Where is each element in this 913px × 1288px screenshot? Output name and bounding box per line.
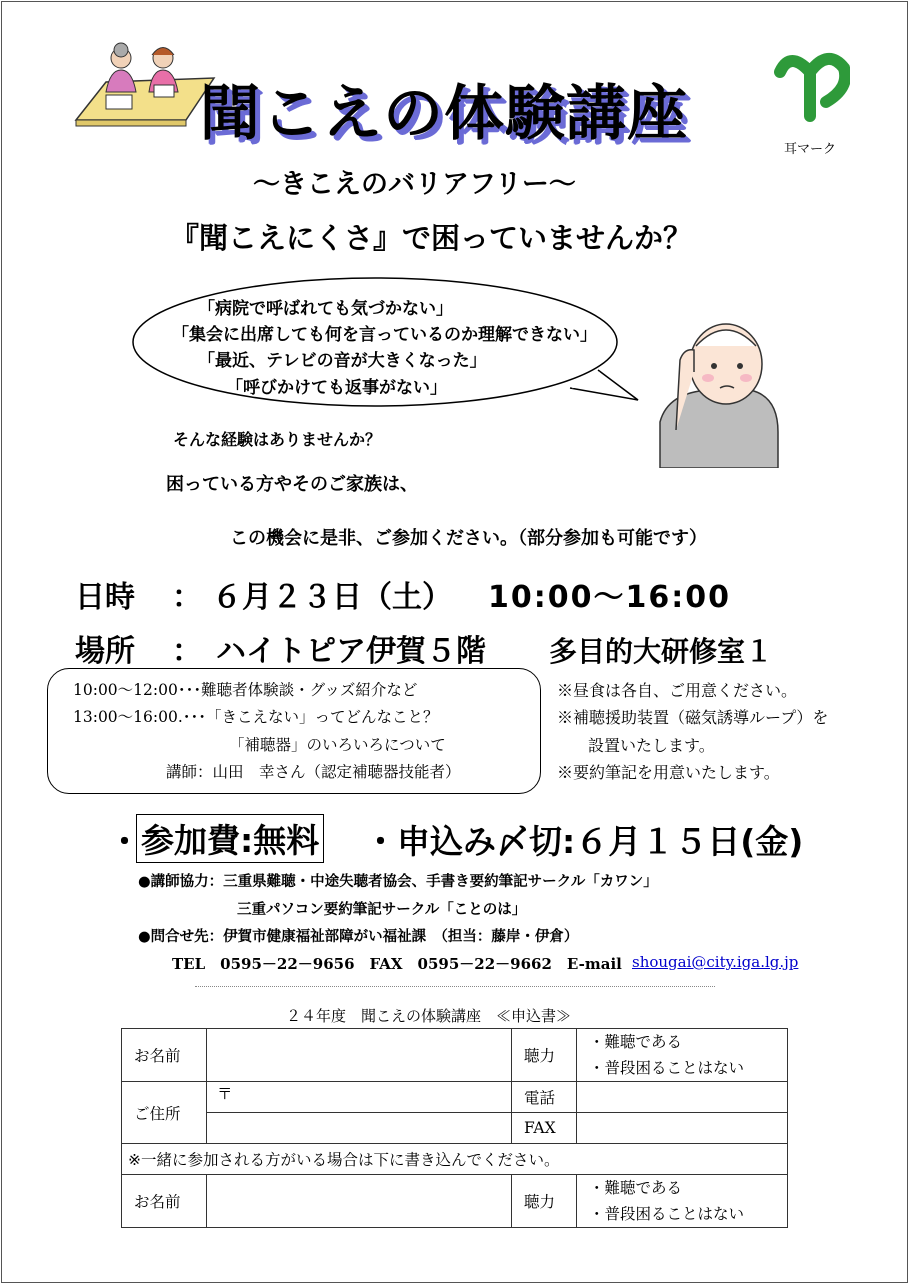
contact-line: ●問合せ先：伊賀市健康福祉部障がい福祉課 （担当：藤岸・伊倉） [138, 929, 579, 945]
place-separator: ： [172, 634, 202, 669]
postal-field[interactable]: 〒 [207, 1082, 512, 1113]
companion-hearing-option-fine[interactable]: ・普段困ることはない [577, 1201, 788, 1228]
companion-hearing-option-deaf[interactable]: ・難聴である [577, 1175, 788, 1202]
fax-label: FAX [512, 1113, 577, 1144]
companion-note: ※一緒に参加される方がいる場合は下に書き込んでください。 [122, 1144, 788, 1175]
companion-hearing-label: 聴力 [512, 1175, 577, 1228]
bubble-line-3: 「最近、テレビの音が大きくなった」 [198, 351, 487, 371]
application-deadline: ・申込み〆切:６月１５日(金) [364, 822, 804, 861]
name-label: お名前 [122, 1029, 207, 1082]
schedule-morning: 10:00～12:00･･･難聴者体験談・グッズ紹介など [73, 681, 418, 699]
note-loop-1: ※補聴援助装置（磁気誘導ループ）を [557, 708, 829, 727]
note-lunch: ※昼食は各自、ご用意ください。 [557, 681, 798, 700]
note-summary: ※要約筆記を用意いたします。 [557, 763, 780, 782]
address-label: ご住所 [122, 1082, 207, 1144]
family-text: 困っている方やそのご家族は、 [166, 474, 418, 495]
fax-field[interactable] [577, 1113, 788, 1144]
cooperation-line-2: 三重パソコン要約筆記サークル「ことのは」 [237, 902, 527, 918]
address-field[interactable] [207, 1113, 512, 1144]
schedule-afternoon: 13:00～16:00.･･･「きこえない」ってどんなこと？ [73, 708, 439, 726]
form-title: ２４年度 聞こえの体験講座 ≪申込書≫ [286, 1007, 572, 1025]
couple-illustration [66, 40, 216, 130]
phone-label: 電話 [512, 1082, 577, 1113]
hearing-label: 聴力 [512, 1029, 577, 1082]
schedule-afternoon-2: 「補聴器」のいろいろについて [229, 736, 446, 754]
page-title: 聞こえの体験講座 [200, 79, 688, 149]
companion-name-label: お名前 [122, 1175, 207, 1228]
hearing-option-deaf[interactable]: ・難聴である [577, 1029, 788, 1056]
bubble-line-1: 「病院で呼ばれても気づかない」 [198, 299, 453, 319]
note-loop-2: 設置いたします。 [588, 736, 715, 755]
schedule-lecturer: 講師：山田 幸さん（認定補聴器技能者） [166, 763, 461, 781]
contact-email-link[interactable]: shougai@city.iga.lg.jp [632, 953, 799, 971]
subtitle: ～きこえのバリアフリー～ [253, 169, 576, 200]
fee-free: 参加費:無料 [136, 814, 324, 863]
cut-line [195, 986, 715, 987]
phone-field[interactable] [577, 1082, 788, 1113]
experience-question: そんな経験はありませんか？ [173, 430, 382, 449]
name-field[interactable] [207, 1029, 512, 1082]
worried-man-illustration [650, 312, 785, 468]
fee-bullet: ・ [108, 822, 141, 861]
contact-numbers: TEL 0595－22－9656 FAX 0595－22－9662 E-mail [172, 955, 622, 973]
companion-name-field[interactable] [207, 1175, 512, 1228]
bubble-line-2: 「集会に出席しても何を言っているのか理解できない」 [172, 325, 597, 345]
hearing-option-fine[interactable]: ・普段困ることはない [577, 1055, 788, 1082]
event-date: ６月２３日（土） [212, 580, 452, 615]
event-time: 10:00～16:00 [488, 580, 731, 615]
event-room: 多目的大研修室１ [549, 635, 774, 668]
bubble-line-4: 「呼びかけても返事がない」 [226, 378, 447, 398]
application-form [121, 1028, 788, 1228]
datetime-label: 日時 [75, 580, 135, 615]
ear-mark-icon [770, 42, 850, 122]
invitation-text: この機会に是非、ご参加ください。（部分参加も可能です） [230, 528, 707, 549]
event-venue: ハイトピア伊賀５階 [216, 634, 486, 669]
place-label: 場所 [75, 634, 135, 669]
ear-mark-label: 耳マーク [784, 142, 837, 157]
lead-question: 『聞こえにくさ』で困っていませんか？ [170, 221, 693, 255]
datetime-separator: ： [172, 580, 202, 615]
cooperation-line-1: ●講師協力：三重県難聴・中途失聴者協会、手書き要約筆記サークル「カワン」 [138, 874, 658, 890]
